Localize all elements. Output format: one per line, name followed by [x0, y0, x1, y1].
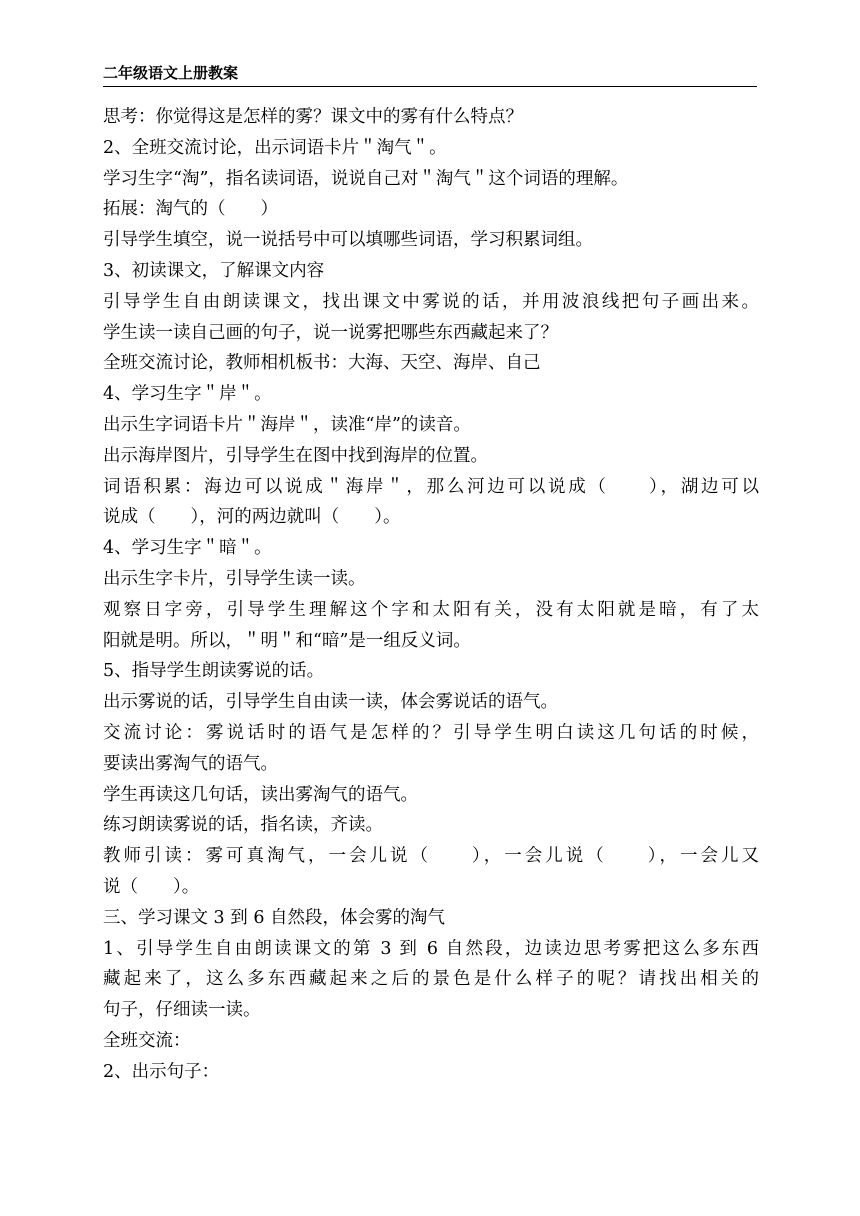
paragraph-line: 3、初读课文，了解课文内容 [103, 260, 325, 281]
paragraph-line: 教师引读：雾可真淘气，一会儿说（ ），一会儿说（ ），一会儿又 [103, 846, 759, 867]
paragraph-line: 学习生字“淘”，指名读词语，说说自己对＂淘气＂这个词语的理解。 [103, 168, 629, 189]
paragraph-line: 出示海岸图片，引导学生在图中找到海岸的位置。 [103, 445, 488, 466]
paragraph-line: 2、全班交流讨论，出示词语卡片＂淘气＂。 [103, 137, 447, 158]
paragraph-line: 拓展：淘气的（ ） [103, 199, 278, 220]
paragraph-line: 藏起来了，这么多东西藏起来之后的景色是什么样子的呢？请找出相关的 [103, 969, 759, 990]
paragraph-line: 学生再读这几句话，读出雾淘气的语气。 [103, 784, 418, 805]
paragraph-line: 1、引导学生自由朗读课文的第 3 到 6 自然段，边读边思考雾把这么多东西 [103, 938, 759, 959]
paragraph-line: 4、学习生字＂岸＂。 [103, 384, 272, 405]
paragraph-line: 观察日字旁，引导学生理解这个字和太阳有关，没有太阳就是暗，有了太 [103, 599, 759, 620]
paragraph-line: 交流讨论：雾说话时的语气是怎样的？引导学生明白读这几句话的时候， [103, 722, 759, 743]
paragraph-line: 思考：你觉得这是怎样的雾？课文中的雾有什么特点？ [103, 107, 523, 127]
paragraph-line: 三、学习课文 3 到 6 自然段，体会雾的淘气 [103, 907, 446, 928]
paragraph-line: 全班交流讨论，教师相机板书：大海、天空、海岸、自己 [103, 353, 541, 374]
header-title: 二年级语文上册教案 [103, 64, 239, 82]
paragraph-line: 2、出示句子： [103, 1061, 220, 1082]
page-header [103, 58, 757, 87]
paragraph-line: 出示生字词语卡片＂海岸＂，读准“岸”的读音。 [103, 414, 471, 435]
paragraph-line: 练习朗读雾说的话，指名读，齐读。 [103, 815, 383, 836]
paragraph-line: 引导学生填空，说一说括号中可以填哪些词语，学习积累词组。 [103, 230, 593, 251]
paragraph-line: 说成（ ），河的两边就叫（ ）。 [103, 507, 401, 528]
paragraph-line: 5、指导学生朗读雾说的话。 [103, 661, 325, 682]
paragraph-line: 引导学生自由朗读课文，找出课文中雾说的话，并用波浪线把句子画出来。 [103, 291, 759, 312]
paragraph-line: 阳就是明。所以，＂明＂和“暗”是一组反义词。 [103, 630, 471, 651]
paragraph-line: 学生读一读自己画的句子，说一说雾把哪些东西藏起来了？ [103, 322, 558, 343]
paragraph-line: 词语积累：海边可以说成＂海岸＂，那么河边可以说成（ ），湖边可以 [103, 476, 759, 497]
paragraph-line: 出示生字卡片，引导学生读一读。 [103, 568, 366, 589]
document-body [103, 102, 759, 1088]
paragraph-line: 全班交流： [103, 1030, 191, 1051]
paragraph-line: 要读出雾淘气的语气。 [103, 753, 278, 774]
paragraph-line: 说（ ）。 [103, 876, 200, 897]
paragraph-line: 4、学习生字＂暗＂。 [103, 538, 272, 559]
paragraph-line: 句子，仔细读一读。 [103, 1000, 261, 1021]
paragraph-line: 出示雾说的话，引导学生自由读一读，体会雾说话的语气。 [103, 692, 558, 713]
